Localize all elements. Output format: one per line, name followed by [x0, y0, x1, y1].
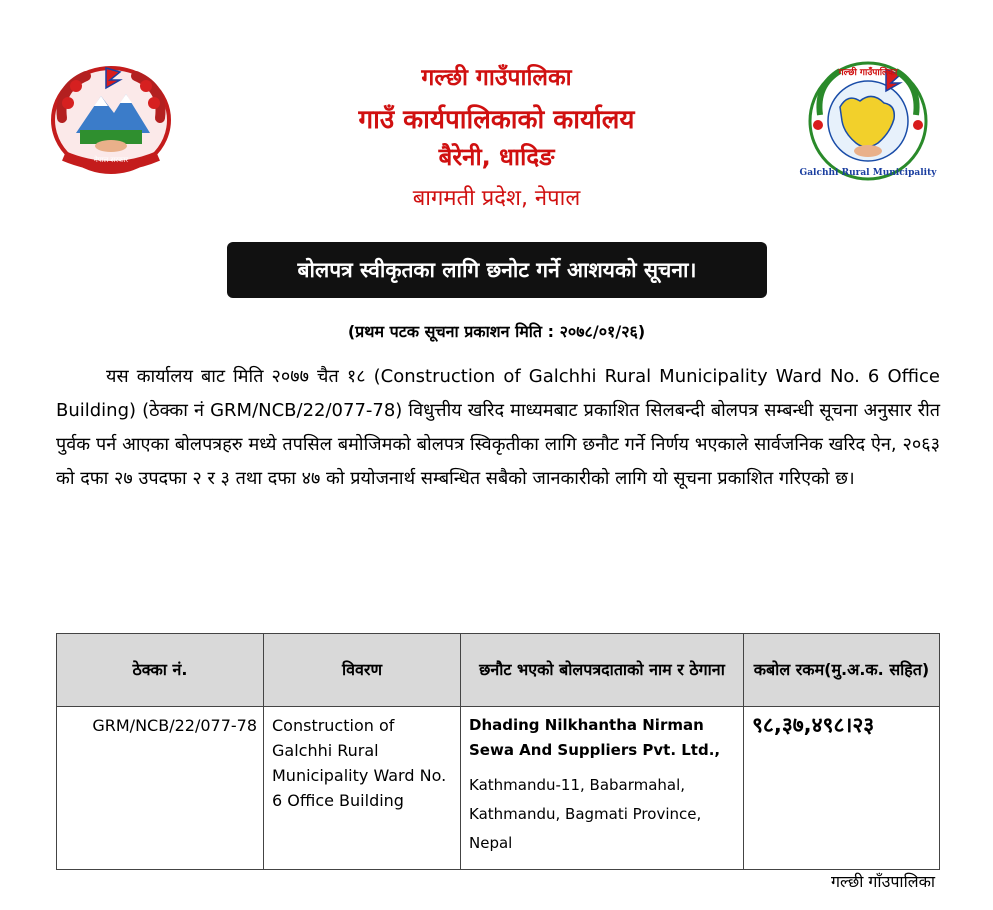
selected-bid-table: [56, 633, 940, 870]
office-name: गाउँ कार्यपालिकाको कार्यालय: [358, 105, 635, 135]
cell-bidder: [461, 707, 744, 870]
bidder-address-line: Kathmandu-11, Babarmahal,: [469, 776, 686, 794]
signature: गल्छी गाँउपालिका: [830, 872, 935, 891]
bidder-address-line: Nepal: [469, 834, 513, 852]
municipality-name: गल्छी गाउँपालिका: [421, 65, 572, 91]
header-amount: कबोल रकम(मु.अ.क. सहित): [744, 634, 940, 707]
cell-contract-no: GRM/NCB/22/077-78: [57, 707, 264, 870]
table-row: [57, 707, 940, 870]
notice-title: बोलपत्र स्वीकृतका लागि छनोट गर्ने आशयको सूचना।: [227, 242, 767, 298]
publication-date: (प्रथम पटक सूचना प्रकाशन मिति : २०७८/०१/२६): [347, 322, 646, 341]
cell-description: Construction of Galchhi Rural Municipality Ward No. 6 Office Building: [264, 707, 461, 870]
header-description: विवरण: [264, 634, 461, 707]
header-contract-no: ठेक्का नं.: [57, 634, 264, 707]
logo-bottom-text: Galchhi Rural Municipality: [799, 168, 937, 178]
bidder-name: Dhading Nilkhantha Nirman Sewa And Suppliers Pvt. Ltd.,: [469, 716, 721, 759]
emblem-caption: नेपाल सरकार: [93, 156, 129, 164]
header-bidder: छनौट भएको बोलपत्रदाताको नाम र ठेगाना: [461, 634, 744, 707]
logo-top-text: गल्छी गाउँपालिका: [838, 68, 898, 78]
office-location: बैरेनी, धादिङ: [438, 143, 555, 171]
bidder-address-line: Kathmandu, Bagmati Province,: [469, 805, 702, 823]
cell-amount: ९८,३७,४९८।२३: [744, 707, 940, 870]
notice-body-text: यस कार्यालय बाट मिति २०७७ चैत १८ (Construction of Galchhi Rural Municipality Ward No. 6 Office Building) (ठेक्का नं GRM/NCB/22/077-78) विधुत्तीय खरिद माध्यमबाट प्रकाशित सिलबन्दी बोलपत्र सम्बन्धी सूचना अनुसार रीत पुर्वक पर्न आएका बोलपत्रहरु मध्ये तपसिल बमोजिमको बोलपत्र स्विकृतीका लागि छनौट गर्ने निर्णय भएकाले सार्वजनिक खरिद ऐन, २०६३ को दफा २७ उपदफा २ र ३ तथा दफा ४७ को प्रयोजनार्थ सम्बन्धित सबैको जानकारीको लागि यो सूचना प्रकाशित गरिएको छ।: [56, 366, 940, 489]
notice-body: [56, 360, 940, 496]
table-header-row: [57, 634, 940, 707]
province-country: बागमती प्रदेश, नेपाल: [412, 186, 581, 211]
